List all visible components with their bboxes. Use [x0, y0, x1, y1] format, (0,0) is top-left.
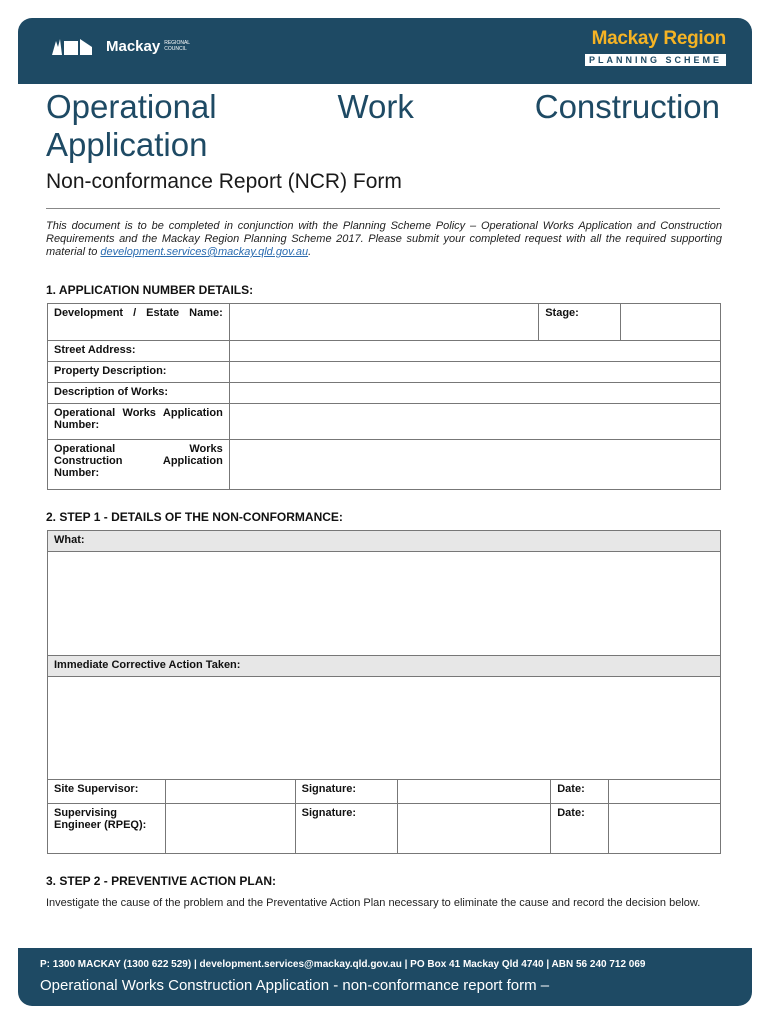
works-description-field[interactable] [229, 383, 720, 404]
section3-text: Investigate the cause of the problem and the Preventative Action Plan necessary to eliminate the cause and record the decision below. [46, 897, 701, 909]
section2-heading: 2. STEP 1 - DETAILS OF THE NON-CONFORMANCE: [46, 510, 343, 524]
property-description-label: Property Description: [48, 362, 230, 383]
footer-contacts: P: 1300 MACKAY (1300 622 529) | development.services@mackay.qld.gov.au | PO Box 41 Mackay Qld 4740 | ABN 56 240 712 069 [40, 959, 646, 970]
title-divider [46, 208, 720, 209]
stage-field[interactable] [621, 304, 721, 341]
footer-title: Operational Works Construction Application - non-conformance report form – [40, 977, 550, 994]
email-link[interactable]: development.services@mackay.qld.gov.au [100, 246, 309, 258]
engineer-signature-field[interactable] [397, 804, 551, 854]
property-description-field[interactable] [229, 362, 720, 383]
site-supervisor-label: Site Supervisor: [48, 780, 166, 804]
document-title-line1 [46, 88, 720, 126]
intro-body: This document is to be completed in conjunction with the Planning Scheme Policy – Operational Works Application and Construction Requirements and the Mackay Region Planning Scheme 2017. Please submit your completed request with all the required supporting material to [46, 220, 722, 258]
street-address-label: Street Address: [48, 341, 230, 362]
what-field[interactable] [48, 552, 721, 656]
engineer-date-field[interactable] [609, 804, 721, 854]
supervisor-signature-label: Signature: [295, 780, 397, 804]
document-title-line2: Application [46, 126, 208, 163]
page-footer [18, 948, 752, 1006]
page-header [18, 18, 752, 84]
corrective-action-label: Immediate Corrective Action Taken: [48, 656, 721, 677]
supervisor-date-field[interactable] [609, 780, 721, 804]
owc-application-number-label: Operational Works Construction Application Number: [48, 440, 230, 490]
council-logo-icon [50, 37, 100, 55]
council-name-small: REGIONAL COUNCIL [164, 40, 190, 52]
corrective-action-field[interactable] [48, 677, 721, 780]
section1-heading: 1. APPLICATION NUMBER DETAILS: [46, 283, 254, 297]
site-supervisor-field[interactable] [165, 780, 295, 804]
council-name: Mackay [106, 37, 161, 55]
title-word: Operational [46, 88, 217, 125]
application-details-table [47, 303, 721, 490]
supervising-engineer-field[interactable] [165, 804, 295, 854]
section3-heading: 3. STEP 2 - PREVENTIVE ACTION PLAN: [46, 874, 277, 888]
title-word: Construction [534, 88, 720, 125]
engineer-date-label: Date: [551, 804, 609, 854]
intro-text [46, 220, 722, 259]
planning-scheme-logo [585, 28, 726, 68]
dev-estate-field[interactable] [229, 304, 538, 341]
ow-application-number-label: Operational Works Application Number: [48, 404, 230, 440]
ow-application-number-field[interactable] [229, 404, 720, 440]
council-logo [50, 37, 196, 55]
non-conformance-table [47, 530, 721, 854]
document-subtitle: Non-conformance Report (NCR) Form [46, 170, 402, 193]
supervisor-date-label: Date: [551, 780, 609, 804]
what-label: What: [48, 531, 721, 552]
street-address-field[interactable] [229, 341, 720, 362]
supervisor-signature-field[interactable] [397, 780, 551, 804]
intro-end: . [308, 246, 312, 258]
brand-title: Mackay Region [591, 28, 726, 49]
page-frame [18, 18, 752, 1006]
supervising-engineer-label: Supervising Engineer (RPEQ): [48, 804, 166, 854]
dev-estate-label: Development / Estate Name: [48, 304, 230, 341]
brand-subtitle: PLANNING SCHEME [585, 54, 726, 66]
stage-label: Stage: [539, 304, 621, 341]
works-description-label: Description of Works: [48, 383, 230, 404]
title-word: Work [337, 88, 414, 125]
engineer-signature-label: Signature: [295, 804, 397, 854]
owc-application-number-field[interactable] [229, 440, 720, 490]
